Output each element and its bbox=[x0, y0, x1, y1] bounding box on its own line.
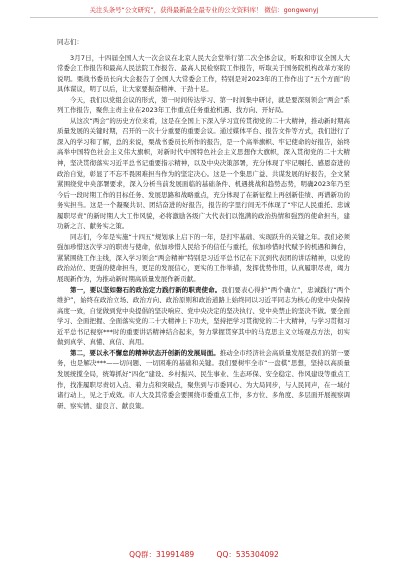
page-footer bbox=[0, 549, 408, 560]
section-title: 第一，要以坚如磐石的政治定力践行新的职责使命。 bbox=[70, 285, 222, 294]
paragraph-text: 从这次“两会”的历史方位来看，这是在全国上下深入学习宣传贯彻党的二十大精神，推动新时期高质量发展的关键时期，召开的一次十分重要的重要会议。通过媒体平台、报告文件等方式，我们进行了深入的学习和了解，总的来说，栗战书委员长所作的报告，是一个高举旗帜、牢记使命的好报告，始终高举中国特色社会主义伟大旗帜，对新时代中国特色社会主义思想作大旗帜，深入贯彻党的二十大精神，坚决贯彻落实习近平总书记重要指示精神，以及中央决策部署，充分体现了牢记嘱托、感恩奋进的政治自觉，彰显了不忘不畏困难担当作为的坚定决心。这是一个集思广益、共谋发展的好报告，全文紧紧围绕党中央部署要求，深入分析当前发展面临的基础条件、机遇挑战和趋势态势，明确2023年乃至今后一段时期工作的目标任务、发展思路和战略重点，充分体现了在新征程上再创新佳绩、再谱新功的务实担当。这是一个凝聚共识、团结奋进的好报告，报告的字里行间无不体现了“牢记人民重托、忠诚履职尽责”的新时期人大工作风貌，必将激励各级广大代表们以饱满的政治热情和强烈的使命担当，建功新之言、献务实之策。 bbox=[57, 116, 350, 231]
paragraph-text: 同志们，今年是实施“十四五”规划承上启下的一年，是打牢基础、实现跃升的关键之年。我们必须强加珍惜这次学习的职责与使命，依加珍惜人民给予的信任与重托，依加珍惜时代赋予的机遇和舞台，紧紧围绕工作主线，深入学习领会“两会精神”特别是习近平总书记在下沉到代表团的讲话精神，以党的政治站位、更强的使命担当，更足的发展信心，更实的工作举措，发挥优势作用，认真履职尽责，竭力展现新作为，为推动新时期高质量发展作新贡献。 bbox=[57, 232, 350, 284]
page-header bbox=[0, 6, 408, 18]
document-body bbox=[57, 37, 350, 411]
greeting: 同志们： bbox=[57, 38, 83, 46]
header-divider bbox=[30, 17, 378, 18]
paragraph-1 bbox=[57, 53, 350, 95]
paragraph-text: 我们要表心得护“两个确立”，忠诚践行“两个维护”，始终在政治立场、政治方向、政治原则和政治道路上始终同以习近平同志为核心的党中央保持高度一致，自觉做到党中央提倡的坚决响应、党中央决定的坚决执行、党中央禁止的坚决不做。要全面学习、全面把握、全面落实党的二十大精神上下功夫，坚持把学习贯彻党的二十大精神，与学习贯彻习近平总书记视察***时的重要讲话精神结合起来，努力掌握贯穿其中的马克思主义立场观点方法，切实做到真学、真懂、真信、真用。 bbox=[57, 285, 350, 347]
footer-qq: QQ：535304092 bbox=[216, 550, 279, 559]
paragraph-2 bbox=[57, 95, 350, 116]
paragraph-3 bbox=[57, 116, 350, 232]
header-promo-text: 关注头条号“公文研究”，获得最新最全最专业的公文资料库！ bbox=[89, 6, 263, 14]
section-title: 第二，要以永不懈怠的精神状态开创新的发展局面。 bbox=[70, 348, 220, 357]
paragraph-text: 推动全市经济社会高质量发展是我们的第一要务，也是解决***——切问题、一切困难的基础和关键。我们要树牢全市“一盘棋”思想，坚持以高质量发展统揽全局，统筹抓好“四化”建设、乡村振兴、民生事业、生态环保、安全稳定、作风建设等重点工作，找准履职尽责切入点、着力点和突破点，聚焦到与市委同心、为大局同步，与人民同声，在一域付诸行动上，见之于成效。市人大及其常委会要围绕市委重点工作，多方位、多角度、多层面开展视察调研、察实情、建良言、献良策。 bbox=[57, 348, 350, 410]
paragraph-4 bbox=[57, 232, 350, 285]
paragraph-text: 今天，我们以党组会议的形式，第一时间传达学习、第一时间集中研讨，就是要深刻领会“两会”系列工作报告，聚焦主责主业在2023年工作重点任务重抢机遇、找方向、开好局。 bbox=[57, 95, 350, 115]
paragraph-text: 3月7日，十四届全国人大一次会议在北京人民大会堂举行第二次全体会议，听取和审议全国人大常委会工作报告和最高人民法院工作报告、最高人民检察院工作报告，听取关于国务院机构改革方案的说明。栗战书委员长向大会报告了全国人大常委会工作，特别是对2023年的工作作出了“五个方面”的具体谋议，明了以后，让大家要振奋精神、干劲十足。 bbox=[57, 53, 350, 94]
footer-qq-group: QQ群：31991489 bbox=[129, 550, 195, 559]
paragraph-5 bbox=[57, 285, 350, 348]
header-wechat-text: 微信：gongwenyj bbox=[264, 6, 319, 14]
paragraph-6 bbox=[57, 348, 350, 411]
